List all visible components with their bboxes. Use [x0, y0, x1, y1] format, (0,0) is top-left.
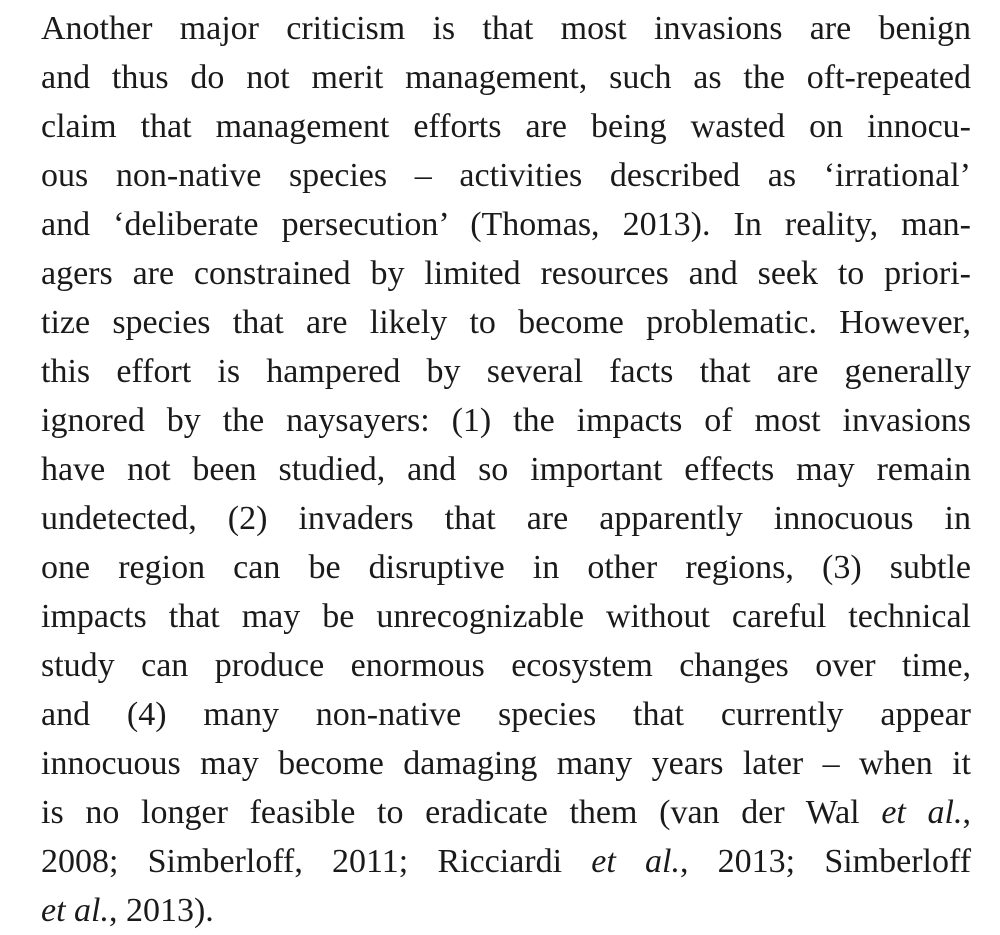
text-line [41, 445, 971, 494]
text-line [41, 396, 971, 445]
line-text: , 2013). [108, 892, 214, 929]
line-text: Another major criticism is that most invasions are benign [41, 10, 971, 47]
text-line [41, 249, 971, 298]
text-line [41, 788, 971, 837]
line-text: study can produce enormous ecosystem changes over time, [41, 647, 971, 684]
line-text: and thus do not merit management, such as the oft-repeated [41, 59, 971, 96]
line-text: undetected, (2) invaders that are apparently innocuous in [41, 500, 971, 537]
line-text: have not been studied, and so important effects may remain [41, 451, 971, 488]
line-text: tize species that are likely to become problematic. However, [41, 304, 971, 341]
text-line [41, 543, 971, 592]
text-line [41, 494, 971, 543]
text-line [41, 102, 971, 151]
text-line [41, 4, 971, 53]
body-paragraph [41, 4, 971, 935]
line-text: one region can be disruptive in other regions, (3) subtle [41, 549, 971, 586]
line-text: innocuous may become damaging many years later – when it [41, 745, 971, 782]
line-text: ous non-native species – activities described as ‘irrational’ [41, 157, 971, 194]
text-line [41, 592, 971, 641]
text-line [41, 200, 971, 249]
text-line [41, 641, 971, 690]
italic-citation-text: et al. [591, 843, 680, 880]
text-line [41, 837, 971, 886]
text-line [41, 690, 971, 739]
text-line [41, 739, 971, 788]
line-text: is no longer feasible to eradicate them (van der Wal [41, 794, 882, 831]
line-text: claim that management efforts are being wasted on innocu- [41, 108, 971, 145]
line-text: , [962, 794, 971, 831]
line-text: and ‘deliberate persecution’ (Thomas, 2013). In reality, man- [41, 206, 971, 243]
text-line [41, 347, 971, 396]
line-text: 2008; Simberloff, 2011; Ricciardi [41, 843, 592, 880]
line-text: agers are constrained by limited resources and seek to priori- [41, 255, 971, 292]
text-line [41, 298, 971, 347]
line-text: this effort is hampered by several facts that are generally [41, 353, 971, 390]
italic-citation-text: et al. [881, 794, 963, 831]
line-text: and (4) many non-native species that currently appear [41, 696, 971, 733]
italic-citation-text: et al. [41, 892, 109, 929]
text-line [41, 53, 971, 102]
line-text: impacts that may be unrecognizable without careful technical [41, 598, 971, 635]
text-line [41, 151, 971, 200]
line-text: ignored by the naysayers: (1) the impacts of most invasions [41, 402, 971, 439]
line-text: , 2013; Simberloff [679, 843, 972, 880]
text-line [41, 886, 971, 935]
